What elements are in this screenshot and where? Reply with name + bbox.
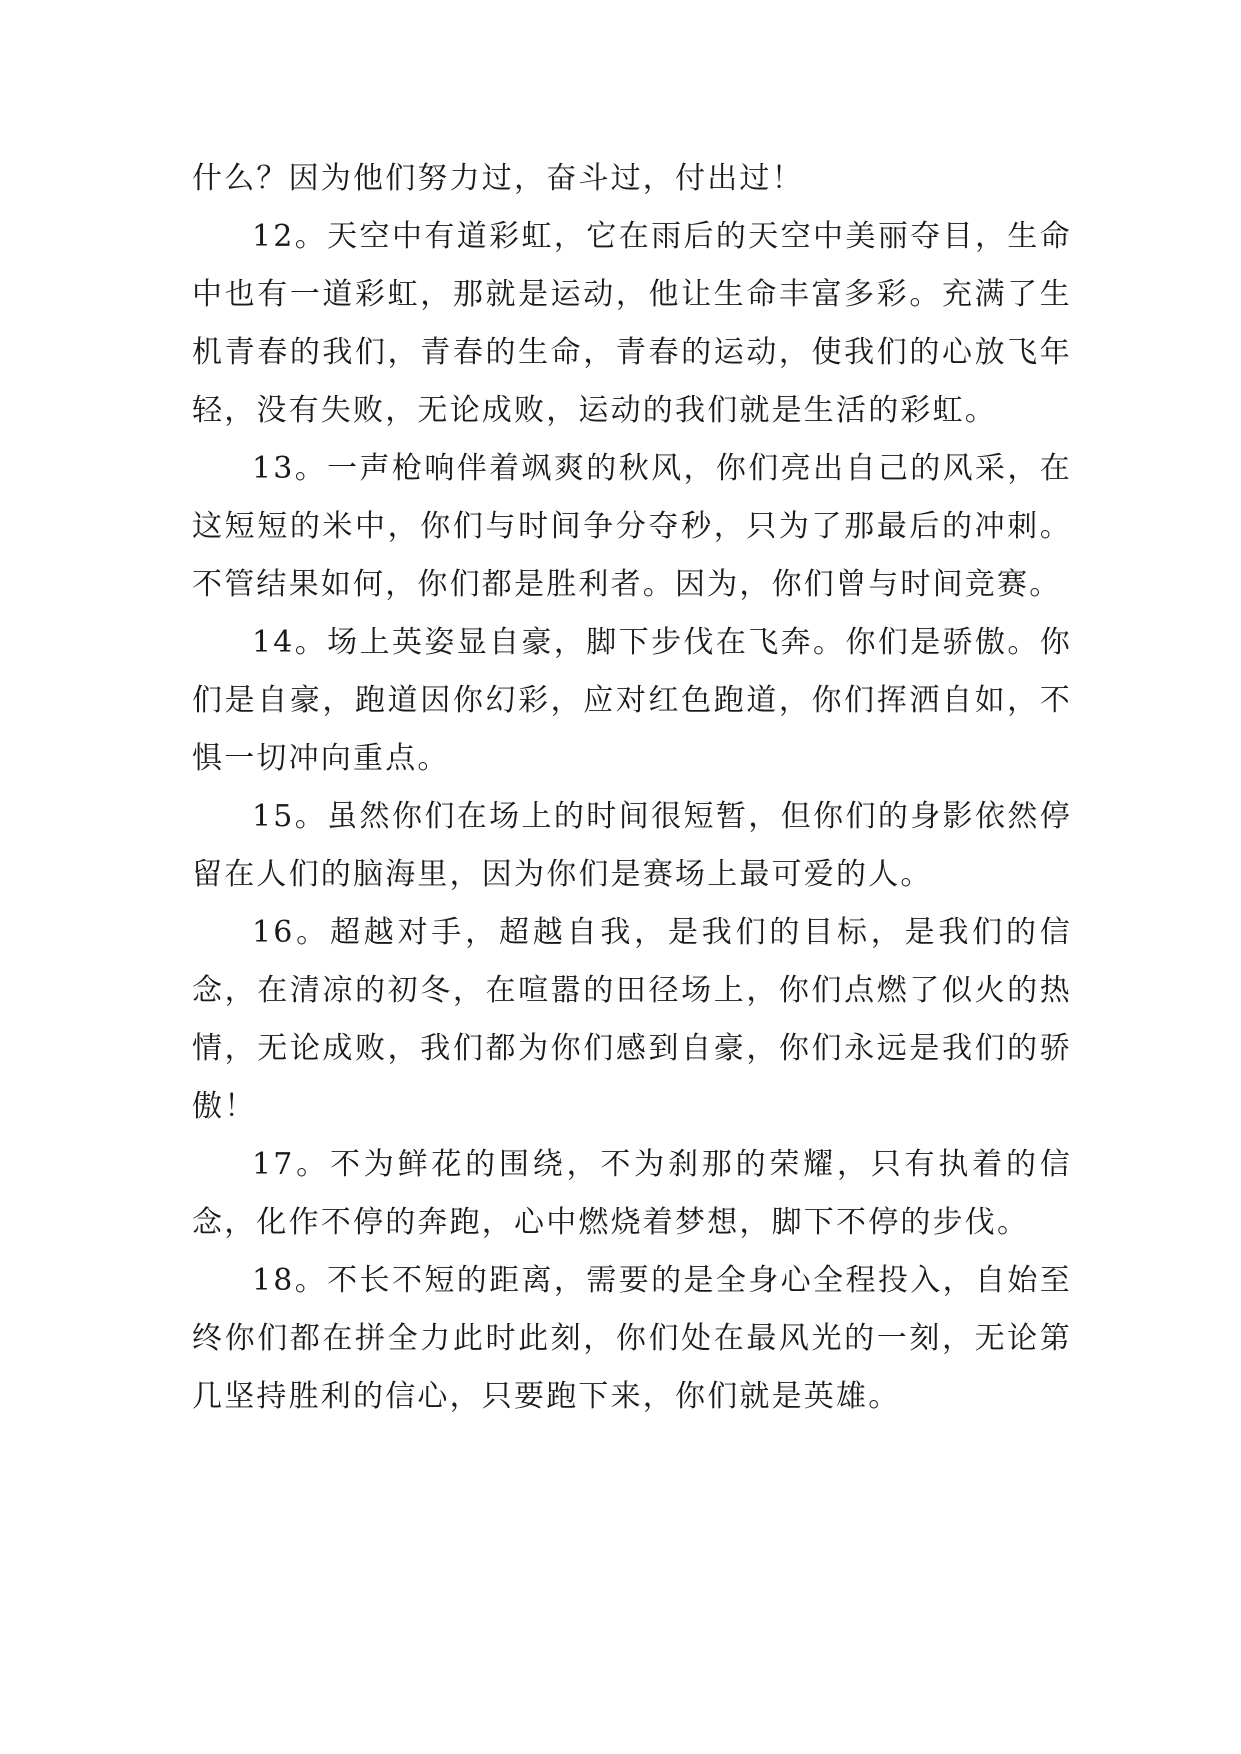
paragraph-15: 15。虽然你们在场上的时间很短暂，但你们的身影依然停留在人们的脑海里，因为你们是赛场上最可爱的人。 (192, 799, 1072, 892)
paragraph-17: 17。不为鲜花的围绕，不为刹那的荣耀，只有执着的信念，化作不停的奔跑，心中燃烧着梦想，脚下不停的步伐。 (192, 1147, 1072, 1240)
paragraph-continuation: 什么？因为他们努力过，奋斗过，付出过！ (192, 161, 804, 196)
paragraph-18: 18。不长不短的距离，需要的是全身心全程投入，自始至终你们都在拼全力此时此刻，你们处在最风光的一刻，无论第几坚持胜利的信心，只要跑下来，你们就是英雄。 (192, 1263, 1072, 1414)
paragraph-16: 16。超越对手，超越自我，是我们的目标，是我们的信念，在清凉的初冬，在喧嚣的田径场上，你们点燃了似火的热情，无论成败，我们都为你们感到自豪，你们永远是我们的骄傲！ (192, 915, 1072, 1124)
paragraph-12: 12。天空中有道彩虹，它在雨后的天空中美丽夺目，生命中也有一道彩虹，那就是运动，他让生命丰富多彩。充满了生机青春的我们，青春的生命，青春的运动，使我们的心放飞年轻，没有失败，无论成败，运动的我们就是生活的彩虹。 (192, 219, 1072, 428)
document-body (192, 150, 1072, 1426)
paragraph-14: 14。场上英姿显自豪，脚下步伐在飞奔。你们是骄傲。你们是自豪，跑道因你幻彩，应对红色跑道，你们挥洒自如，不惧一切冲向重点。 (192, 625, 1072, 776)
paragraph-13: 13。一声枪响伴着飒爽的秋风，你们亮出自己的风采，在这短短的米中，你们与时间争分夺秒，只为了那最后的冲刺。不管结果如何，你们都是胜利者。因为，你们曾与时间竞赛。 (192, 451, 1072, 602)
